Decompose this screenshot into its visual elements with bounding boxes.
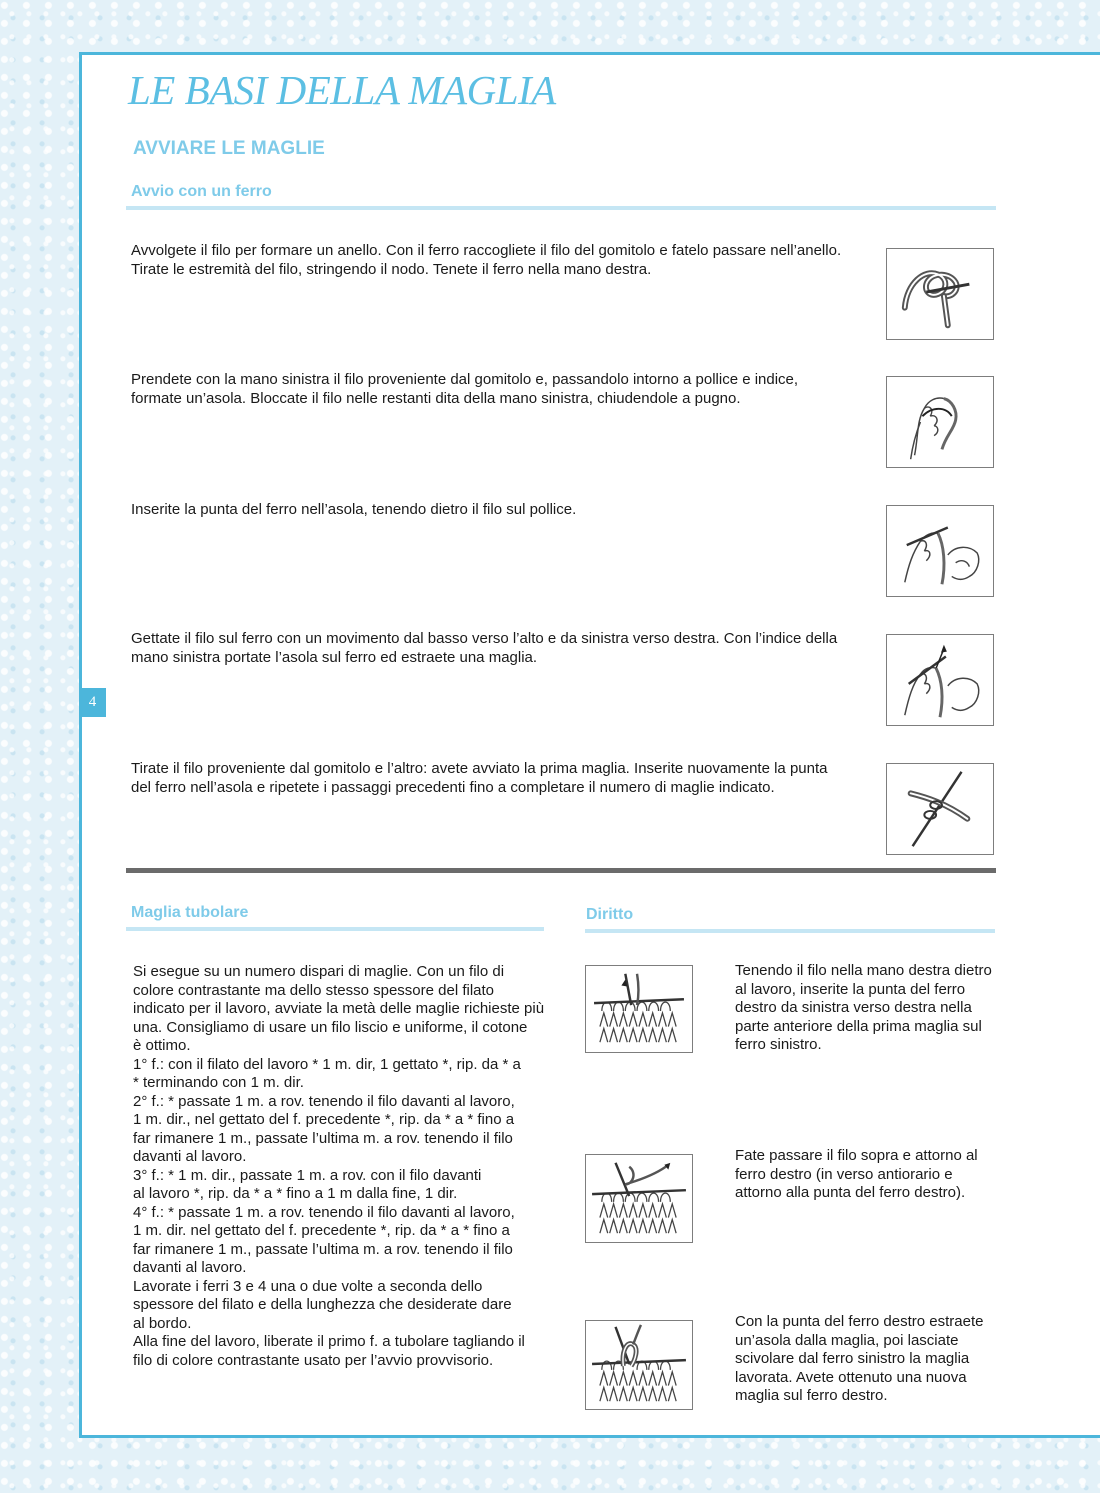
first-stitch-icon <box>886 763 994 855</box>
knit-pull-icon <box>585 1320 693 1410</box>
diritto-step-1-text: Tenendo il filo nella mano destra dietro al lavoro, inserite la punta del ferro destro da sinistra verso destra nella parte anteriore della prima maglia sul ferro sinistro. <box>735 962 992 1053</box>
cast-on-step-2-text: Prendete con la mano sinistra il filo proveniente dal gomitolo e, passandolo intorno a pollice e indice, formate un’asola. Bloccate il filo nelle restanti dita della mano sinistra, chiudendole a pugno. <box>131 371 799 407</box>
diritto-title: Diritto <box>586 906 634 923</box>
section-title: AVVIARE LE MAGLIE <box>133 138 325 159</box>
page-title: LE BASI DELLA MAGLIA <box>128 67 556 113</box>
slip-knot-icon <box>886 248 994 340</box>
cast-on-title: Avvio con un ferro <box>131 183 272 200</box>
cast-on-step-3-text: Inserite la punta del ferro nell’asola, tenendo dietro il filo sul pollice. <box>131 501 577 518</box>
knit-insert-icon <box>585 965 693 1053</box>
tubolare-text: Si esegue su un numero dispari di maglie. Con un filo di colore contrastante ma dello stesso spessore del filato indicato per il lavoro, avviate la metà delle maglie richieste più una. Consigliamo di usare un filo liscio e uniforme, il cotone è ottimo. 1° f.: con il filato del lavoro * 1 m. dir, 1 gettato *, rip. da * a * terminando con 1 m. dir. 2° f.: * passate 1 m. a rov. tenendo il filo davanti al lavoro, 1 m. dir., nel gettato del f. precedente *, rip. da * a * fino a far rimanere 1 m., passate l’ultima m. a rov. tenendo il filo davanti al lavoro. 3° f.: * 1 m. dir., passate 1 m. a rov. con il filo davanti al lavoro *, rip. da * a * fino a 1 m dalla fine, 1 dir. 4° f.: * passate 1 m. a rov. tenendo il filo davanti al lavoro, 1 m. dir. nel gettato del f. precedente *, rip. da * a * fino a far rimanere 1 m., passate l’ultima m. a rov. tenendo il filo davanti al lavoro. Lavorate i ferri 3 e 4 una o due volte a seconda dello spessore del filato e della lunghezza che desiderate dare al bordo. Alla fine del lavoro, liberate il primo f. a tubolare tagliando il filo di colore contrastante usato per l’avvio provvisorio. <box>133 963 545 1369</box>
knit-wrap-icon <box>585 1154 693 1243</box>
hand-loop-icon <box>886 376 994 468</box>
cast-on-step-5-text: Tirate il filo proveniente dal gomitolo e l’altro: avete avviato la prima maglia. Inserite nuovamente la punta del ferro nell’asola e ripetete i passaggi precedenti fino a completare il numero di maglie indicato. <box>131 760 828 796</box>
cast-on-step-1-text: Avvolgete il filo per formare un anello. Con il ferro raccogliete il filo del gomitolo e fatelo passare nell’anello. Tirate le estremità del filo, stringendo il nodo. Tenete il ferro nella mano destra. <box>131 242 842 278</box>
needle-insert-icon <box>886 505 994 597</box>
diritto-step-2-text: Fate passare il filo sopra e attorno al ferro destro (in verso antiorario e attorno alla punta del ferro destro). <box>735 1147 978 1201</box>
diritto-rule <box>585 929 995 933</box>
tubolare-rule <box>126 927 544 931</box>
yarn-over-icon <box>886 634 994 726</box>
cast-on-step-4-text: Gettate il filo sul ferro con un movimento dal basso verso l’alto e da sinistra verso destra. Con l’indice della mano sinistra portate l’asola sul ferro ed estraete una maglia. <box>131 630 838 666</box>
diritto-step-3-text: Con la punta del ferro destro estraete un’asola dalla maglia, poi lasciate scivolare dal ferro sinistro la maglia lavorata. Avete ottenuto una nuova maglia sul ferro destro. <box>735 1313 984 1404</box>
tubolare-title: Maglia tubolare <box>131 904 249 921</box>
cast-on-rule <box>126 206 996 210</box>
section-divider <box>126 868 996 873</box>
page-number: 4 <box>79 688 106 717</box>
